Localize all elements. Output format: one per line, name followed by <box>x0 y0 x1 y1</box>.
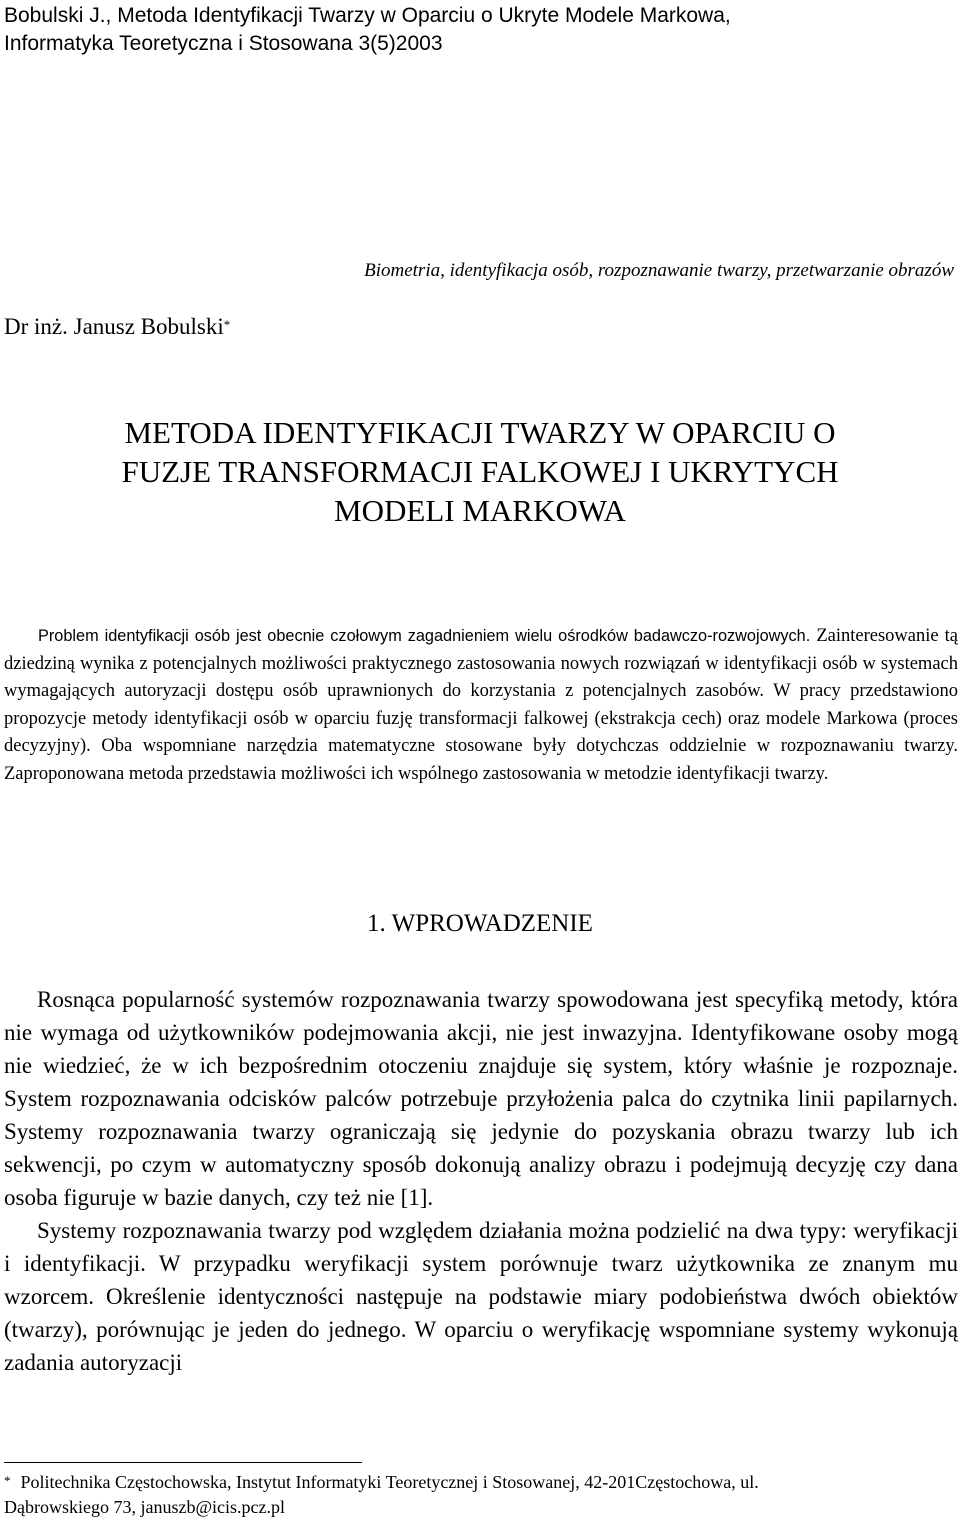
author <box>4 312 230 342</box>
author-name: Dr inż. Janusz Bobulski <box>4 314 224 339</box>
body-paragraph-1: Rosnąca popularność systemów rozpoznawania twarzy spowodowana jest specyfiką metody, która nie wymaga od użytkowników podejmowania akcji, nie jest inwazyjna. Identyfikowane osoby mogą nie wiedzieć, że w ich bezpośrednim otoczeniu znajduje się system, który właśnie je rozpoznaje. System rozpoznawania odcisków palców potrzebuje przyłożenia palca do czytnika linii papilarnych. Systemy rozpoznawania twarzy ograniczają się jedynie do pozyskania obrazu twarzy lub ich sekwencji, po czym w automatyczny sposób dokonują analizy obrazu i podejmują decyzję czy dana osoba figuruje w bazie danych, czy też nie [1]. <box>4 987 958 1210</box>
abstract-rest: Zainteresowanie tą dziedziną wynika z potencjalnych możliwości praktycznego zastosowania nowych rozwiązań w identyfikacji osób w systemach wymagających autoryzacji dostępu osób uprawnionych do korzystania z potencjalnych zasobów. W pracy przedstawiono propozycje metody identyfikacji osób w oparciu fuzję transformacji falkowej (ekstrakcja cech) oraz modele Markowa (proces decyzyjny). Oba wspomniane narzędzia matematyczne stosowane były dotychczas oddzielnie w rozpoznawaniu twarzy. Zaproponowana metoda przedstawia możliwości ich wspólnego zastosowania w metodzie identyfikacji twarzy. <box>4 626 958 784</box>
keywords: Biometria, identyfikacja osób, rozpoznawanie twarzy, przetwarzanie obrazów <box>364 260 954 281</box>
abstract-lead: Problem identyfikacji osób jest obecnie czołowym zagadnieniem wielu ośrodków badawczo-rozwojowych. <box>38 627 811 645</box>
title-line-2: FUZJE TRANSFORMACJI FALKOWEJ I UKRYTYCH <box>121 454 839 489</box>
abstract-paragraph <box>4 623 958 788</box>
author-footnote-mark: * <box>223 317 231 332</box>
abstract <box>4 623 958 788</box>
citation-line-2: Informatyka Teoretyczna i Stosowana 3(5)2003 <box>4 32 443 55</box>
title-line-3: MODELI MARKOWA <box>334 493 626 528</box>
citation-line-1: Bobulski J., Metoda Identyfikacji Twarzy w Oparciu o Ukryte Modele Markowa, <box>4 4 731 27</box>
title-line-1: METODA IDENTYFIKACJI TWARZY W OPARCIU O <box>124 415 836 450</box>
body-paragraph-2: Systemy rozpoznawania twarzy pod względem działania można podzielić na dwa typy: weryfikacji i identyfikacji. W przypadku weryfikacji system porównuje twarz użytkownika ze znanym mu wzorcem. Określenie identyczności następuje na podstawie miary podobieństwa dwóch obiektów (twarzy), porównując je jeden do jednego. W oparciu o weryfikację wspomniane systemy wykonują zadania autoryzacji <box>4 1218 958 1375</box>
footnote-mark: * <box>4 1473 11 1488</box>
footnote-divider <box>4 1462 362 1463</box>
footnote-affiliation: Politechnika Częstochowska, Instytut Informatyki Teoretycznej i Stosowanej, 42-201Częstochowa, ul. <box>20 1472 759 1492</box>
footnote <box>4 1470 958 1520</box>
footnote-line-1 <box>4 1470 958 1495</box>
section-heading: 1. WPROWADZENIE <box>367 910 593 937</box>
footnote-line-2: Dąbrowskiego 73, januszb@icis.pcz.pl <box>4 1497 286 1517</box>
citation-header <box>4 2 954 58</box>
paper-title <box>0 413 960 530</box>
body-text <box>4 983 958 1379</box>
